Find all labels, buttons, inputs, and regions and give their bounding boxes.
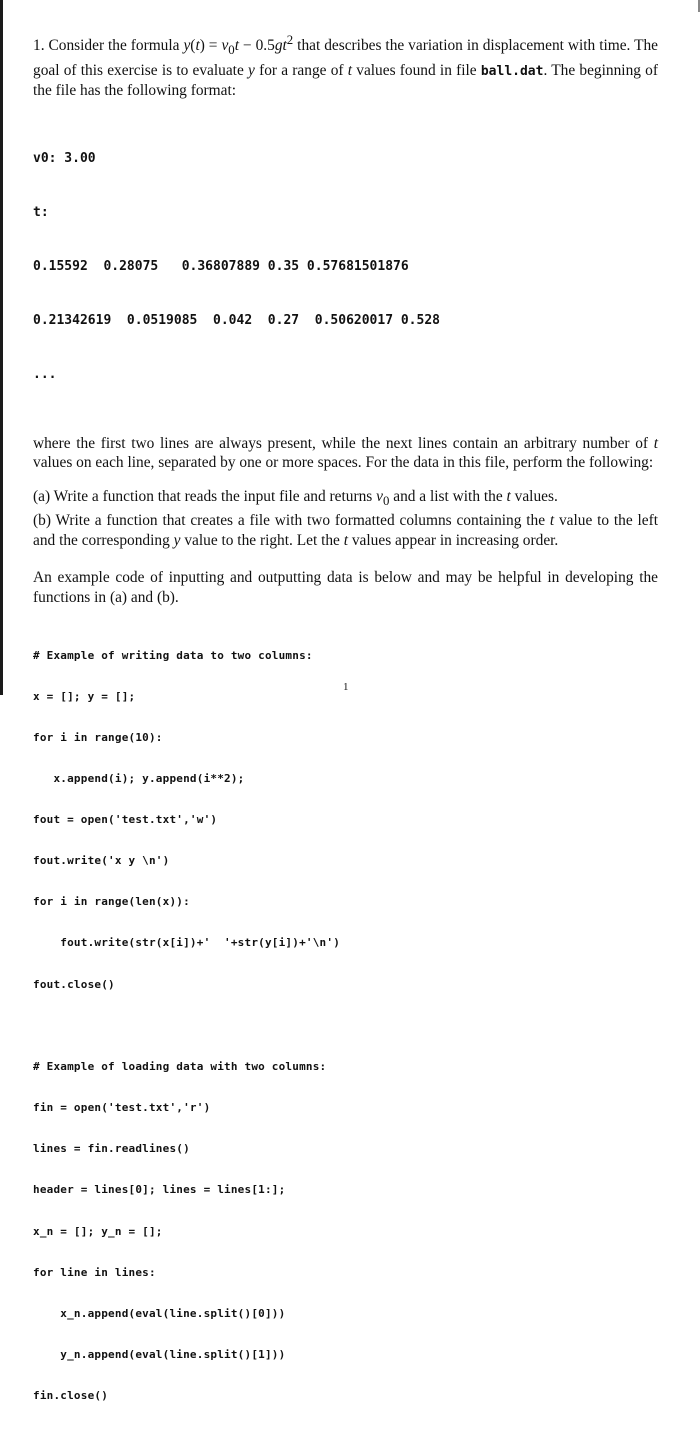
code-line: for i in range(10): bbox=[33, 730, 163, 744]
task-a bbox=[33, 487, 658, 512]
para2-text-2: values on each line, separated by one or more spaces. For the data in this file, perform the following: bbox=[33, 454, 654, 472]
file-line: t: bbox=[33, 204, 49, 220]
code-line: # Example of writing data to two columns: bbox=[33, 648, 313, 662]
code-line: x = []; y = []; bbox=[33, 689, 136, 703]
variable-t: t bbox=[653, 434, 658, 452]
code-line: fout.write(str(x[i])+' '+str(y[i])+'\n') bbox=[33, 936, 341, 950]
page-number: 1 bbox=[343, 681, 349, 693]
code-line: x.append(i); y.append(i**2); bbox=[33, 772, 245, 786]
problem-text-1: 1. Consider the formula bbox=[33, 37, 184, 55]
code-block-read bbox=[33, 1033, 658, 1430]
file-line: ... bbox=[33, 366, 57, 382]
code-line: fout.close() bbox=[33, 977, 115, 991]
task-a-text-3: values. bbox=[510, 487, 558, 505]
scan-edge-left bbox=[0, 0, 3, 695]
problem-text-3: for a range of bbox=[254, 61, 348, 79]
task-b-text-1: (b) Write a function that creates a file with two formatted columns containing the bbox=[33, 512, 550, 530]
variable-t: t bbox=[343, 531, 349, 549]
code-line: x_n.append(eval(line.split()[0])) bbox=[33, 1306, 286, 1320]
problem-text-5: . The beginning of the file has the following format: bbox=[33, 61, 659, 100]
problem-text-4: values found in file bbox=[352, 61, 481, 79]
variable-y: y bbox=[173, 531, 181, 549]
task-a-text-2: and a list with the bbox=[389, 487, 507, 505]
code-line: lines = fin.readlines() bbox=[33, 1142, 190, 1156]
code-line: for line in lines: bbox=[33, 1265, 156, 1279]
variable-t: t bbox=[506, 487, 511, 505]
paragraph-3: An example code of inputting and outputting data is below and may be helpful in developing the functions in (a) and (b). bbox=[33, 569, 658, 606]
code-line: fout = open('test.txt','w') bbox=[33, 813, 218, 827]
code-line: for i in range(len(x)): bbox=[33, 895, 190, 909]
variable-t: t bbox=[347, 61, 353, 79]
code-line: x_n = []; y_n = []; bbox=[33, 1224, 163, 1238]
task-b-text-2: value to the left and the corresponding bbox=[33, 512, 658, 549]
filename: ball.dat bbox=[480, 63, 544, 79]
task-b-text-3: value to the right. Let the bbox=[180, 531, 344, 549]
formula: $y(t) = v_0t - 0.5gt^2$ bbox=[183, 33, 294, 58]
code-line: # Example of loading data with two columns: bbox=[33, 1060, 327, 1074]
variable-v0: $v_0$ bbox=[376, 487, 390, 508]
code-line: fin = open('test.txt','r') bbox=[33, 1101, 211, 1115]
file-format-block bbox=[33, 114, 658, 420]
code-line: y_n.append(eval(line.split()[1])) bbox=[33, 1347, 286, 1361]
code-line: fout.write('x y \n') bbox=[33, 854, 170, 868]
code-line: fin.close() bbox=[33, 1388, 109, 1402]
file-line: 0.15592 0.28075 0.36807889 0.35 0.57681501876 bbox=[33, 258, 409, 274]
paragraph-2 bbox=[33, 434, 658, 473]
file-line: 0.21342619 0.0519085 0.042 0.27 0.50620017 0.528 bbox=[33, 312, 440, 328]
variable-y: y bbox=[248, 61, 255, 79]
problem-text-2: that describes the variation in displacement with time. The goal of this exercise is to evaluate bbox=[33, 37, 659, 79]
para2-text-1: where the first two lines are always present, while the next lines contain an arbitrary number of bbox=[33, 434, 654, 452]
code-line: header = lines[0]; lines = lines[1:]; bbox=[33, 1183, 286, 1197]
problem-statement bbox=[33, 31, 658, 101]
document-page bbox=[33, 28, 658, 1430]
task-a-text-1: (a) Write a function that reads the input file and returns bbox=[33, 487, 377, 505]
variable-t: t bbox=[549, 512, 555, 530]
task-b-text-4: values appear in increasing order. bbox=[348, 531, 559, 549]
file-line: v0: 3.00 bbox=[33, 150, 96, 166]
task-b bbox=[33, 511, 658, 550]
